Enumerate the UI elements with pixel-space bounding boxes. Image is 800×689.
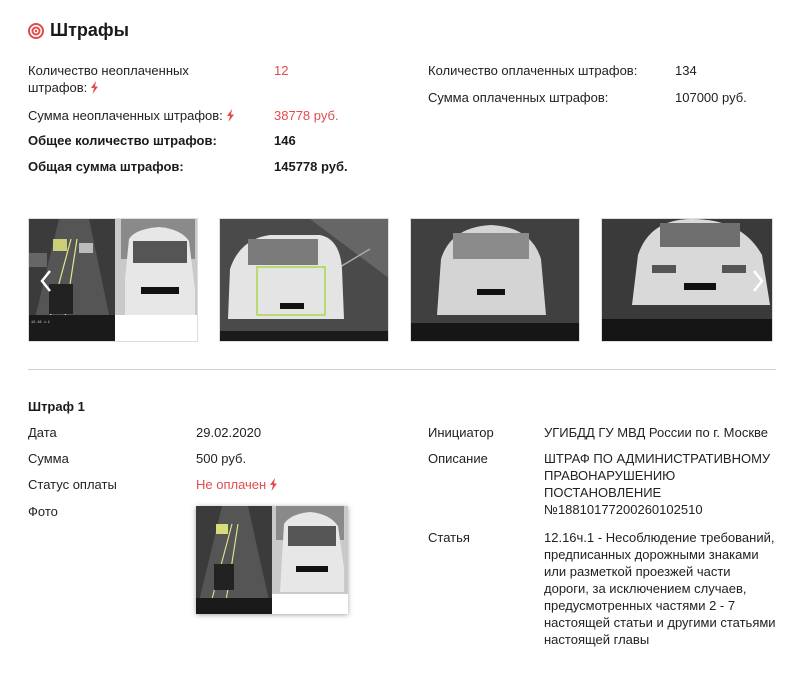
status-text: Не оплачен [196,477,267,492]
sum-label: Сумма [28,451,69,466]
road-camera-image [196,506,348,614]
car-photo-image [411,219,580,342]
article-label: Статья [428,530,470,545]
article-value: 12.16ч.1 - Несоблюдение требований, предписанных дорожными знаками или разметкой проезжей части дороги, за исключением случаев, предусмотренных частями 2 - 7 настоящей статьи и другими статьями настоящей главы [544,530,776,647]
unpaid-sum-value: 38778 руб. [274,108,339,123]
fines-summary [0,0,800,200]
total-count-value: 146 [274,133,296,148]
unpaid-sum-label-text: Сумма неоплаченных штрафов: [28,108,223,123]
fine-photo-3[interactable] [410,218,580,342]
lightning-icon [226,109,235,122]
fine-photo-2[interactable] [219,218,389,342]
unpaid-sum-label [28,107,235,124]
unpaid-count-label [28,62,228,96]
paid-count-value: 134 [675,63,697,78]
road-camera-image [29,219,198,342]
fine-title: Штраф 1 [28,399,85,414]
status-value [196,476,278,493]
lightning-icon [269,478,278,491]
car-photo-image [220,219,389,342]
description-value: ШТРАФ ПО АДМИНИСТРАТИВНОМУ ПРАВОНАРУШЕНИЮ ПОСТАНОВЛЕНИЕ №18810177200260102510 [544,451,771,517]
sum-value: 500 руб. [196,451,247,466]
total-count-label: Общее количество штрафов: [28,133,217,148]
date-label: Дата [28,425,57,440]
car-photo-image [602,219,773,342]
svg-text:12.16 ч.1: 12.16 ч.1 [31,321,50,325]
chevron-left-icon[interactable] [38,268,54,294]
unpaid-count-value: 12 [274,63,289,78]
photo-carousel [0,218,800,344]
chevron-right-icon[interactable] [750,268,766,294]
unpaid-count-label-text: Количество неоплаченных штрафов: [28,63,189,95]
fine-photo-thumbnail[interactable] [196,506,348,614]
page-title: Штрафы [50,20,130,40]
initiator-value: УГИБДД ГУ МВД России по г. Москве [544,425,769,440]
photo-label: Фото [28,504,58,519]
section-divider [28,369,776,370]
paid-count-label: Количество оплаченных штрафов: [428,63,638,78]
total-sum-label: Общая сумма штрафов: [28,159,184,174]
initiator-label: Инициатор [428,425,494,440]
paid-sum-label: Сумма оплаченных штрафов: [428,90,609,105]
status-label: Статус оплаты [28,477,117,492]
lightning-icon [90,81,99,94]
total-sum-value: 145778 руб. [274,159,348,174]
paid-sum-value: 107000 руб. [675,90,747,105]
description-label: Описание [428,451,488,466]
fine-photo-4[interactable] [601,218,773,342]
date-value: 29.02.2020 [196,425,262,440]
